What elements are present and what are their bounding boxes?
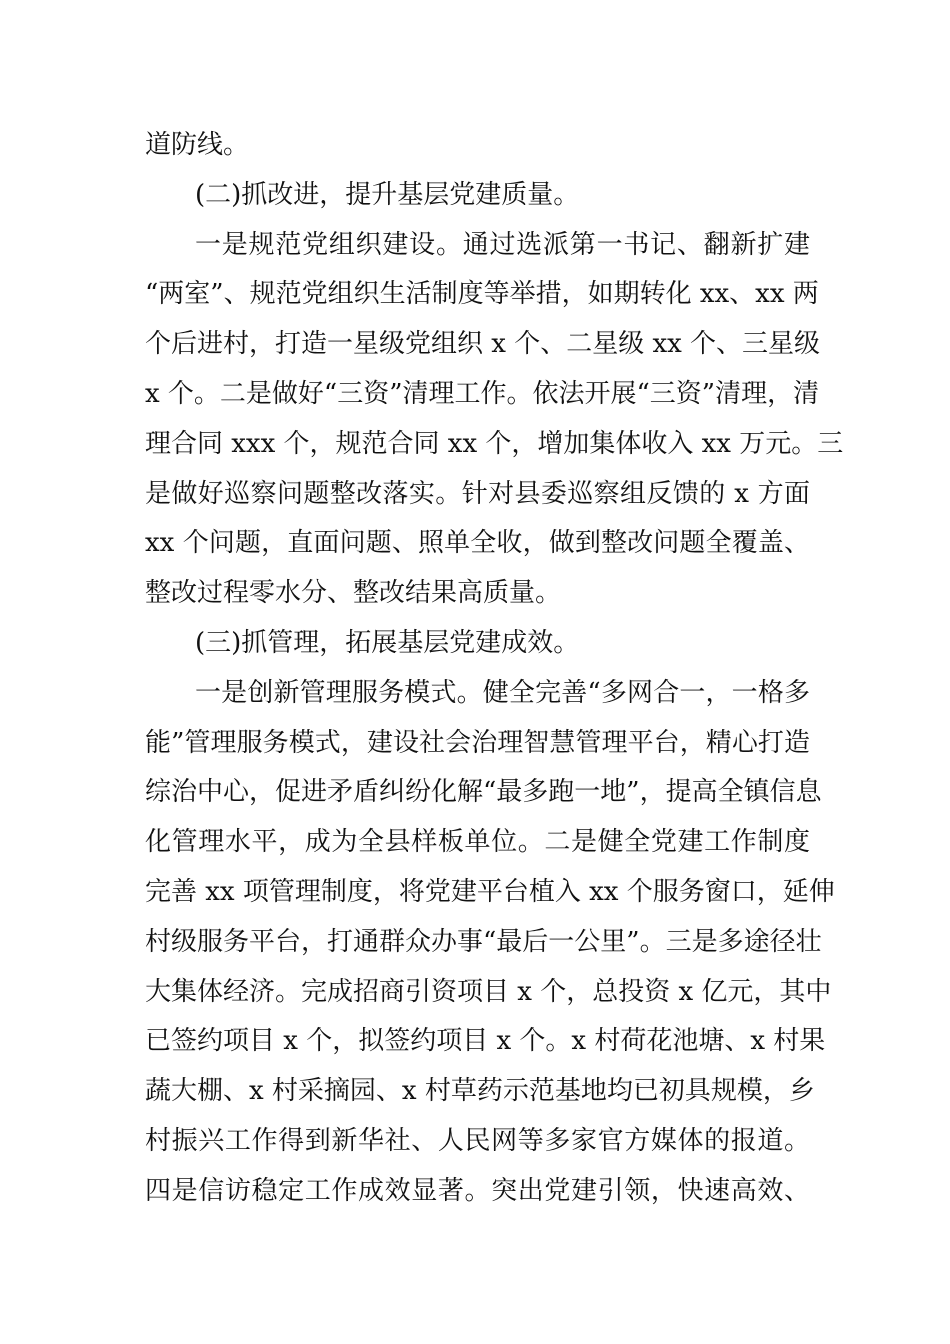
- paragraph-end-line: 道防线。: [145, 130, 250, 160]
- text-line: 村级服务平台，打通群众办事“最后一公里”。三是多途径壮: [145, 926, 822, 957]
- section-heading-3: (三)抓管理，拓展基层党建成效。: [195, 627, 580, 658]
- text-line: 理合同 xxx 个，规范合同 xx 个，增加集体收入 xx 万元。三: [145, 428, 844, 459]
- text-line: 能”管理服务模式，建设社会治理智慧管理平台，精心打造: [145, 727, 810, 758]
- text-line: 已签约项目 x 个，拟签约项目 x 个。x 村荷花池塘、x 村果: [145, 1026, 826, 1057]
- text-line: 一是规范党组织建设。通过选派第一书记、翻新扩建: [195, 229, 810, 260]
- text-line: 个后进村，打造一星级党组织 x 个、二星级 xx 个、三星级: [145, 329, 821, 360]
- text-line: 一是创新管理服务模式。健全完善“多网合一，一格多: [195, 677, 810, 708]
- body-text: [145, 121, 844, 1217]
- text-line: 是做好巡察问题整改落实。针对县委巡察组反馈的 x 方面: [145, 478, 810, 509]
- text-line: 综治中心，促进矛盾纠纷化解“最多跑一地”，提高全镇信息: [145, 777, 822, 808]
- text-line: 整改过程零水分、整改结果高质量。: [145, 578, 562, 609]
- text-line: 化管理水平，成为全县样板单位。二是健全党建工作制度: [145, 827, 810, 858]
- text-line: 大集体经济。完成招商引资项目 x 个，总投资 x 亿元，其中: [145, 976, 832, 1007]
- text-line: 完善 xx 项管理制度，将党建平台植入 xx 个服务窗口，延伸: [145, 876, 835, 907]
- text-line: 蔬大棚、x 村采摘园、x 村草药示范基地均已初具规模，乡: [145, 1076, 815, 1107]
- text-line: “两室”、规范党组织生活制度等举措，如期转化 xx、xx 两: [145, 279, 819, 310]
- text-line: 村振兴工作得到新华社、人民网等多家官方媒体的报道。: [145, 1125, 810, 1156]
- text-line: x 个。二是做好“三资”清理工作。依法开展“三资”清理，清: [145, 378, 820, 409]
- text-line: xx 个问题，直面问题、照单全收，做到整改问题全覆盖、: [145, 528, 810, 559]
- text-line: 四是信访稳定工作成效显著。突出党建引领，快速高效、: [145, 1175, 810, 1206]
- section-heading-2: (二)抓改进，提升基层党建质量。: [195, 179, 580, 210]
